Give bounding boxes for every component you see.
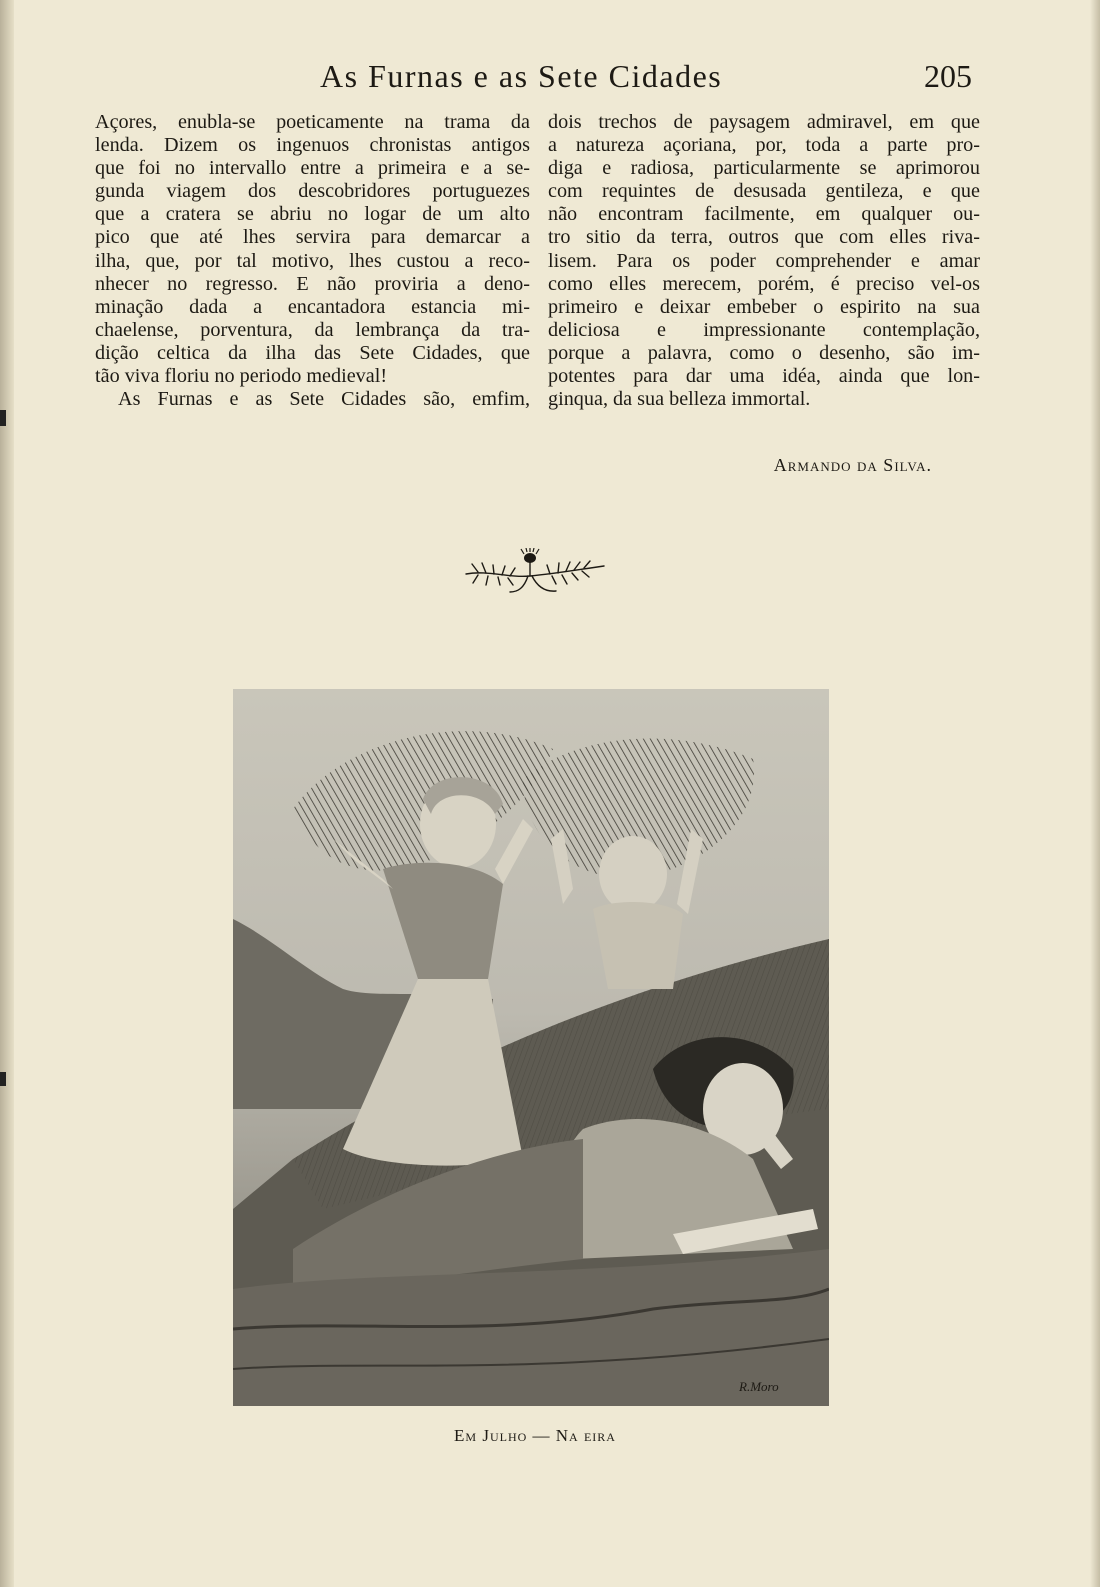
page-header xyxy=(320,58,980,108)
text-line: a natureza açoriana, por, toda a parte pro- xyxy=(548,134,980,157)
text-line: não encontram facilmente, em qualquer ou- xyxy=(548,203,980,226)
text-line: As Furnas e as Sete Cidades são, emfim, xyxy=(118,388,530,411)
text-line: potentes para dar uma idéa, ainda que lon- xyxy=(548,365,980,388)
text-line: que foi no intervallo entre a primeira e a se- xyxy=(95,157,530,180)
text-line: nhecer no regresso. E não proviria a deno- xyxy=(95,272,530,295)
artist-signature: R.Moro xyxy=(739,1379,779,1394)
page-edge-shadow xyxy=(1090,0,1100,1587)
margin-mark xyxy=(0,410,6,426)
text-line: tão viva floriu no periodo medieval! xyxy=(95,365,388,388)
paragraph xyxy=(95,388,530,411)
text-line: lenda. Dizem os ingenuos chronistas antigos xyxy=(95,134,530,157)
author-signature: Armando da Silva. xyxy=(773,455,932,475)
text-line: chaelense, porventura, da lembrança da tra- xyxy=(95,318,530,341)
running-title: As Furnas e as Sete Cidades xyxy=(320,58,723,94)
text-line: dição celtica da ilha das Sete Cidades, que xyxy=(95,341,530,364)
text-line: porque a palavra, como o desenho, são im- xyxy=(548,341,980,364)
page-number: 205 xyxy=(924,58,972,94)
text-line: com requintes de desusada gentileza, e que xyxy=(548,180,980,203)
page-gutter-shadow xyxy=(0,0,14,1587)
text-line: ilha, que, por tal motivo, lhes custou a reco- xyxy=(95,249,530,272)
text-line: dois trechos de paysagem admiravel, em que xyxy=(548,111,980,133)
text-line: que a cratera se abriu no logar de um alto xyxy=(95,203,530,226)
text-line: deliciosa e impressionante contemplação, xyxy=(548,318,980,341)
text-line: gunda viagem dos descobridores portuguezes xyxy=(95,180,530,203)
text-line: ginqua, da sua belleza immortal. xyxy=(548,388,811,411)
text-column-left xyxy=(95,111,530,411)
illustration-caption: Em Julho — Na eira xyxy=(454,1426,616,1445)
margin-mark xyxy=(0,1072,6,1086)
text-line: como elles merecem, porém, é preciso vel-os xyxy=(548,272,980,295)
text-line: tro sitio da terra, outros que com elles riva- xyxy=(548,226,980,249)
text-line: diga e radiosa, particularmente se aprimorou xyxy=(548,157,980,180)
text-line: lisem. Para os poder comprehender e amar xyxy=(548,249,980,272)
text-column-right xyxy=(548,111,980,411)
paragraph xyxy=(548,111,980,411)
text-line: minação dada a encantadora estancia mi- xyxy=(95,295,530,318)
text-line: primeiro e deixar embeber o espirito na sua xyxy=(548,295,980,318)
text-line: pico que até lhes servira para demarcar a xyxy=(95,226,530,249)
thistle-ornament-icon xyxy=(458,548,610,594)
illustration-em-julho xyxy=(233,689,829,1406)
paragraph xyxy=(95,111,530,388)
text-line: Açores, enubla-se poeticamente na trama da xyxy=(95,111,530,133)
engraving-image xyxy=(233,689,829,1406)
